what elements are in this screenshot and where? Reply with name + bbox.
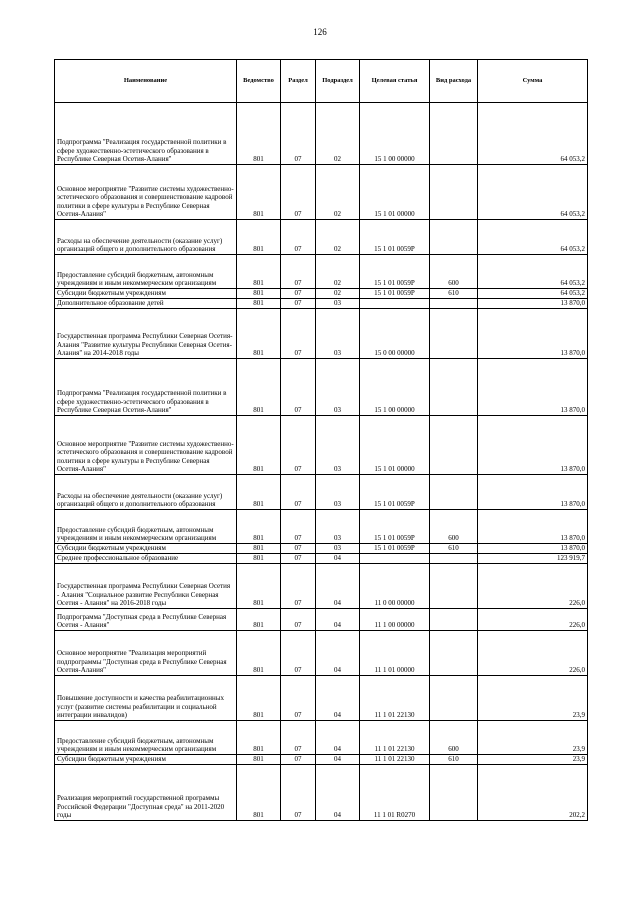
- row-section: 07: [281, 165, 316, 220]
- row-name: Реализация мероприятий государственной программы Российской Федерации "Доступная среда" на 2011-2020 годы: [55, 765, 237, 821]
- column-header-target-item: Целевая статья: [360, 60, 430, 103]
- row-name: Субсидии бюджетным учреждениям: [55, 755, 237, 765]
- row-target-item: 15 1 01 00000: [360, 165, 430, 220]
- row-name: Субсидии бюджетным учреждениям: [55, 289, 237, 299]
- row-department: 801: [237, 299, 281, 309]
- row-section: 07: [281, 609, 316, 631]
- row-expense-type: [430, 631, 478, 676]
- row-expense-type: 600: [430, 510, 478, 544]
- row-target-item: 15 1 01 0059P: [360, 510, 430, 544]
- row-amount: 123 919,7: [478, 554, 588, 564]
- row-name: Расходы на обеспечение деятельности (оказание услуг) организаций общего и дополнительного образования: [55, 220, 237, 255]
- row-expense-type: [430, 220, 478, 255]
- table-row: [55, 676, 588, 721]
- table-row: [55, 299, 588, 309]
- row-expense-type: 600: [430, 721, 478, 755]
- row-subsection: 03: [316, 475, 360, 510]
- row-section: 07: [281, 359, 316, 416]
- row-subsection: 03: [316, 510, 360, 544]
- row-amount: 23,9: [478, 755, 588, 765]
- row-subsection: 04: [316, 765, 360, 821]
- column-header-section: Раздел: [281, 60, 316, 103]
- row-subsection: 04: [316, 676, 360, 721]
- row-section: 07: [281, 564, 316, 609]
- row-department: 801: [237, 544, 281, 554]
- row-target-item: 15 1 01 0059P: [360, 289, 430, 299]
- row-target-item: 11 1 00 00000: [360, 609, 430, 631]
- row-target-item: 15 1 00 00000: [360, 359, 430, 416]
- page-number: 126: [313, 27, 327, 37]
- row-subsection: 03: [316, 309, 360, 359]
- row-target-item: 11 1 01 22130: [360, 755, 430, 765]
- row-target-item: 11 1 01 22130: [360, 721, 430, 755]
- row-subsection: 03: [316, 544, 360, 554]
- row-name: Основное мероприятие "Развитие системы художественно-эстетического образования и совершенствование кадровой политики в сфере культуры в Республике Северная Осетия-Алания": [55, 165, 237, 220]
- row-amount: 13 870,0: [478, 309, 588, 359]
- table-row: [55, 475, 588, 510]
- row-section: 07: [281, 416, 316, 475]
- row-name: Среднее профессиональное образование: [55, 554, 237, 564]
- row-department: 801: [237, 564, 281, 609]
- row-subsection: 02: [316, 103, 360, 165]
- row-subsection: 04: [316, 721, 360, 755]
- table-row: [55, 564, 588, 609]
- row-department: 801: [237, 165, 281, 220]
- row-expense-type: 610: [430, 755, 478, 765]
- row-target-item: 11 1 01 22130: [360, 676, 430, 721]
- row-subsection: 02: [316, 255, 360, 289]
- table-row: [55, 554, 588, 564]
- table-row: [55, 103, 588, 165]
- row-department: 801: [237, 359, 281, 416]
- row-department: 801: [237, 510, 281, 544]
- row-name: Государственная программа Республики Северная Осетия-Алания "Развитие культуры Республики Северная Осетия-Алания" на 2014-2018 годы: [55, 309, 237, 359]
- table-row: [55, 765, 588, 821]
- row-amount: 13 870,0: [478, 475, 588, 510]
- row-department: 801: [237, 309, 281, 359]
- row-amount: 23,9: [478, 721, 588, 755]
- row-section: 07: [281, 309, 316, 359]
- table-row: [55, 220, 588, 255]
- row-section: 07: [281, 475, 316, 510]
- row-department: 801: [237, 103, 281, 165]
- row-target-item: [360, 299, 430, 309]
- row-expense-type: [430, 475, 478, 510]
- row-expense-type: [430, 359, 478, 416]
- table-row: [55, 544, 588, 554]
- row-expense-type: [430, 299, 478, 309]
- row-target-item: 15 1 01 0059P: [360, 255, 430, 289]
- row-expense-type: 600: [430, 255, 478, 289]
- row-section: 07: [281, 544, 316, 554]
- table-header-row: [55, 60, 588, 103]
- row-section: 07: [281, 765, 316, 821]
- row-amount: 226,0: [478, 564, 588, 609]
- table-row: [55, 609, 588, 631]
- row-amount: 64 053,2: [478, 165, 588, 220]
- row-section: 07: [281, 721, 316, 755]
- row-subsection: 04: [316, 609, 360, 631]
- row-department: 801: [237, 755, 281, 765]
- column-header-subsection: Подраздел: [316, 60, 360, 103]
- column-header-expense-type: Вид расхода: [430, 60, 478, 103]
- row-amount: 226,0: [478, 631, 588, 676]
- row-name: Предоставление субсидий бюджетным, автономным учреждениям и иным некоммерческим организациям: [55, 510, 237, 544]
- row-section: 07: [281, 554, 316, 564]
- row-department: 801: [237, 475, 281, 510]
- table-row: [55, 309, 588, 359]
- row-amount: 64 053,2: [478, 103, 588, 165]
- row-amount: 13 870,0: [478, 359, 588, 416]
- row-subsection: 04: [316, 755, 360, 765]
- row-amount: 13 870,0: [478, 299, 588, 309]
- row-name: Дополнительное образование детей: [55, 299, 237, 309]
- row-amount: 64 053,2: [478, 255, 588, 289]
- table-row: [55, 416, 588, 475]
- row-expense-type: [430, 554, 478, 564]
- row-department: 801: [237, 220, 281, 255]
- row-section: 07: [281, 255, 316, 289]
- row-expense-type: 610: [430, 544, 478, 554]
- row-subsection: 02: [316, 220, 360, 255]
- row-name: Предоставление субсидий бюджетным, автономным учреждениям и иным некоммерческим организациям: [55, 255, 237, 289]
- table-row: [55, 165, 588, 220]
- row-target-item: 15 1 01 0059P: [360, 475, 430, 510]
- row-subsection: 02: [316, 289, 360, 299]
- row-department: 801: [237, 289, 281, 299]
- row-amount: 64 053,2: [478, 220, 588, 255]
- row-target-item: 15 1 00 00000: [360, 103, 430, 165]
- row-name: Основное мероприятие "Реализация мероприятий подпрограммы "Доступная среда в Республике Северная Осетия-Алания": [55, 631, 237, 676]
- column-header-amount: Сумма: [478, 60, 588, 103]
- row-expense-type: [430, 676, 478, 721]
- row-amount: 23,9: [478, 676, 588, 721]
- row-amount: 226,0: [478, 609, 588, 631]
- row-department: 801: [237, 721, 281, 755]
- row-name: Повышение доступности и качества реабилитационных услуг (развитие системы реабилитации и социальной интеграции инвалидов): [55, 676, 237, 721]
- row-subsection: 02: [316, 165, 360, 220]
- row-section: 07: [281, 103, 316, 165]
- row-expense-type: [430, 564, 478, 609]
- row-target-item: 11 1 01 00000: [360, 631, 430, 676]
- row-department: 801: [237, 631, 281, 676]
- table-row: [55, 510, 588, 544]
- row-name: Расходы на обеспечение деятельности (оказание услуг) организаций общего и дополнительного образования: [55, 475, 237, 510]
- row-expense-type: [430, 416, 478, 475]
- table-row: [55, 755, 588, 765]
- row-department: 801: [237, 765, 281, 821]
- row-amount: 202,2: [478, 765, 588, 821]
- row-target-item: 15 1 01 0059P: [360, 544, 430, 554]
- row-name: Основное мероприятие "Развитие системы художественно-эстетического образования и совершенствование кадровой политики в сфере культуры в Республике Северная Осетия-Алания": [55, 416, 237, 475]
- row-section: 07: [281, 299, 316, 309]
- row-amount: 13 870,0: [478, 510, 588, 544]
- row-target-item: 15 1 01 0059P: [360, 220, 430, 255]
- table-row: [55, 721, 588, 755]
- row-subsection: 04: [316, 564, 360, 609]
- table-row: [55, 289, 588, 299]
- row-section: 07: [281, 289, 316, 299]
- row-expense-type: [430, 103, 478, 165]
- row-target-item: [360, 554, 430, 564]
- row-department: 801: [237, 255, 281, 289]
- row-expense-type: [430, 765, 478, 821]
- row-subsection: 03: [316, 359, 360, 416]
- row-target-item: 15 0 00 00000: [360, 309, 430, 359]
- row-target-item: 11 1 01 R0270: [360, 765, 430, 821]
- row-section: 07: [281, 676, 316, 721]
- row-target-item: 11 0 00 00000: [360, 564, 430, 609]
- row-section: 07: [281, 631, 316, 676]
- row-expense-type: [430, 309, 478, 359]
- table-row: [55, 255, 588, 289]
- row-subsection: 03: [316, 416, 360, 475]
- row-section: 07: [281, 510, 316, 544]
- row-department: 801: [237, 676, 281, 721]
- row-name: Подпрограмма "Реализация государственной политики в сфере художественно-эстетического образования в Республике Северная Осетия-Алания": [55, 359, 237, 416]
- row-name: Субсидии бюджетным учреждениям: [55, 544, 237, 554]
- table-row: [55, 359, 588, 416]
- row-department: 801: [237, 609, 281, 631]
- row-name: Подпрограмма "Доступная среда в Республике Северная Осетия - Алания": [55, 609, 237, 631]
- column-header-name: Наименование: [55, 60, 237, 103]
- table-row: [55, 631, 588, 676]
- row-amount: 13 870,0: [478, 416, 588, 475]
- row-department: 801: [237, 554, 281, 564]
- row-subsection: 04: [316, 554, 360, 564]
- row-name: Подпрограмма "Реализация государственной политики в сфере художественно-эстетического образования в Республике Северная Осетия-Алания": [55, 103, 237, 165]
- row-amount: 13 870,0: [478, 544, 588, 554]
- row-name: Предоставление субсидий бюджетным, автономным учреждениям и иным некоммерческим организациям: [55, 721, 237, 755]
- column-header-department: Ведомство: [237, 60, 281, 103]
- row-section: 07: [281, 755, 316, 765]
- row-expense-type: [430, 165, 478, 220]
- row-amount: 64 053,2: [478, 289, 588, 299]
- row-expense-type: [430, 609, 478, 631]
- row-name: Государственная программа Республики Северная Осетия - Алания "Социальное развитие Республики Северная Осетия - Алания" на 2016-2018 годы: [55, 564, 237, 609]
- row-subsection: 04: [316, 631, 360, 676]
- budget-table: [54, 59, 588, 821]
- row-subsection: 03: [316, 299, 360, 309]
- row-department: 801: [237, 416, 281, 475]
- row-target-item: 15 1 01 00000: [360, 416, 430, 475]
- row-section: 07: [281, 220, 316, 255]
- row-expense-type: 610: [430, 289, 478, 299]
